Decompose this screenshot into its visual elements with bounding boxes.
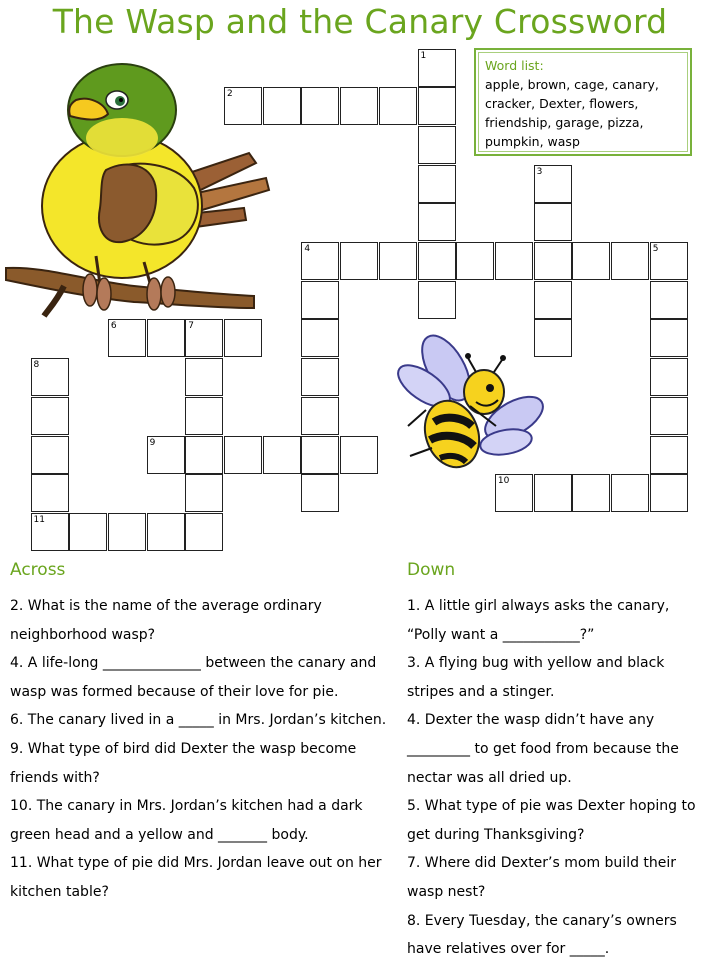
crossword-cell[interactable] [379, 87, 417, 125]
crossword-cell[interactable] [611, 474, 649, 512]
crossword-cell[interactable] [263, 436, 301, 474]
crossword-cell[interactable] [534, 319, 572, 357]
crossword-cell[interactable] [650, 474, 688, 512]
page-title: The Wasp and the Canary Crossword [52, 2, 668, 41]
crossword-cell[interactable] [31, 474, 69, 512]
crossword-cell[interactable] [301, 281, 339, 319]
down-clues [407, 592, 707, 964]
down-heading: Down [407, 560, 456, 580]
crossword-cell[interactable] [534, 203, 572, 241]
crossword-cell[interactable] [534, 474, 572, 512]
crossword-cell[interactable] [301, 474, 339, 512]
word-list-words: apple, brown, cage, canary, cracker, Dexter, flowers, friendship, garage, pizza, pumpkin, wasp [485, 77, 659, 149]
crossword-cell[interactable] [534, 242, 572, 280]
crossword-cell[interactable] [185, 474, 223, 512]
clue-number: 3 [536, 166, 543, 177]
down-clue: 1. A little girl always asks the canary, “Polly want a ___________?” [407, 598, 670, 643]
crossword-cell[interactable] [69, 513, 107, 551]
crossword-cell[interactable] [263, 87, 301, 125]
clue-number: 1 [420, 50, 427, 61]
down-clue: 3. A flying bug with yellow and black stripes and a stinger. [407, 655, 665, 700]
clue-number: 4 [304, 244, 311, 254]
crossword-cell[interactable] [379, 242, 417, 280]
crossword-cell[interactable] [650, 436, 688, 474]
crossword-cell[interactable] [301, 397, 339, 435]
down-clue: 7. Where did Dexter’s mom build their wasp nest? [407, 855, 677, 900]
crossword-cell[interactable] [495, 242, 533, 280]
down-clue: 4. Dexter the wasp didn’t have any _________ to get food from because the nectar was all dried up. [407, 712, 679, 786]
crossword-cell[interactable] [340, 242, 378, 280]
crossword-cell[interactable] [224, 319, 262, 357]
crossword-cell[interactable] [340, 87, 378, 125]
across-clue: 10. The canary in Mrs. Jordan’s kitchen had a dark green head and a yellow and _______ body. [10, 798, 363, 843]
crossword-cell[interactable] [572, 474, 610, 512]
crossword-cell[interactable] [301, 319, 339, 357]
crossword-cell[interactable] [340, 436, 378, 474]
crossword-cell[interactable] [650, 319, 688, 357]
crossword-cell[interactable] [147, 319, 185, 357]
down-clue: 8. Every Tuesday, the canary’s owners have relatives over for _____. [407, 912, 677, 958]
crossword-cell[interactable] [572, 242, 610, 280]
crossword-cell[interactable] [31, 397, 69, 435]
clue-number: 5 [652, 244, 659, 254]
clue-number: 8 [33, 360, 40, 371]
crossword-cell[interactable] [108, 513, 146, 551]
crossword-cell[interactable] [650, 281, 688, 319]
clue-number: 11 [33, 514, 45, 525]
crossword-cell[interactable] [185, 436, 223, 474]
crossword-cell[interactable] [301, 436, 339, 474]
across-clue: 9. What type of bird did Dexter the wasp become friends with? [10, 740, 357, 786]
across-heading: Across [10, 560, 66, 580]
crossword-cell[interactable] [185, 397, 223, 435]
crossword-cell[interactable] [418, 242, 456, 280]
crossword-cell[interactable] [185, 513, 223, 551]
crossword-cell[interactable] [611, 242, 649, 280]
crossword-cell[interactable] [418, 281, 456, 319]
crossword-cell[interactable] [301, 358, 339, 396]
word-list-title: Word list: [485, 58, 544, 73]
across-clue: 4. A life-long ______________ between the canary and wasp was formed because of their love for pie. [10, 655, 377, 700]
across-clue: 6. The canary lived in a _____ in Mrs. Jordan’s kitchen. [10, 712, 387, 729]
crossword-cell[interactable] [650, 397, 688, 435]
clue-number: 2 [227, 89, 233, 100]
crossword-cell[interactable] [31, 436, 69, 474]
clue-number: 7 [188, 321, 195, 332]
crossword-cell[interactable] [418, 203, 456, 241]
crossword-cell[interactable] [418, 165, 456, 203]
crossword-cell[interactable] [418, 87, 456, 125]
clue-number: 6 [110, 321, 117, 332]
down-clue: 5. What type of pie was Dexter hoping to get during Thanksgiving? [407, 798, 696, 843]
crossword-cell[interactable] [301, 87, 339, 125]
crossword-cell[interactable] [534, 281, 572, 319]
crossword-cell[interactable] [185, 358, 223, 396]
across-clues [10, 592, 390, 907]
crossword-cell[interactable] [224, 436, 262, 474]
crossword-cell[interactable] [456, 242, 494, 280]
crossword-cell[interactable] [147, 513, 185, 551]
crossword-cell[interactable] [418, 126, 456, 164]
clue-number: 10 [497, 476, 510, 487]
crossword-cell[interactable] [650, 358, 688, 396]
across-clue: 11. What type of pie did Mrs. Jordan leave out on her kitchen table? [10, 855, 382, 900]
clue-number: 9 [149, 437, 156, 448]
across-clue: 2. What is the name of the average ordinary neighborhood wasp? [10, 598, 322, 643]
